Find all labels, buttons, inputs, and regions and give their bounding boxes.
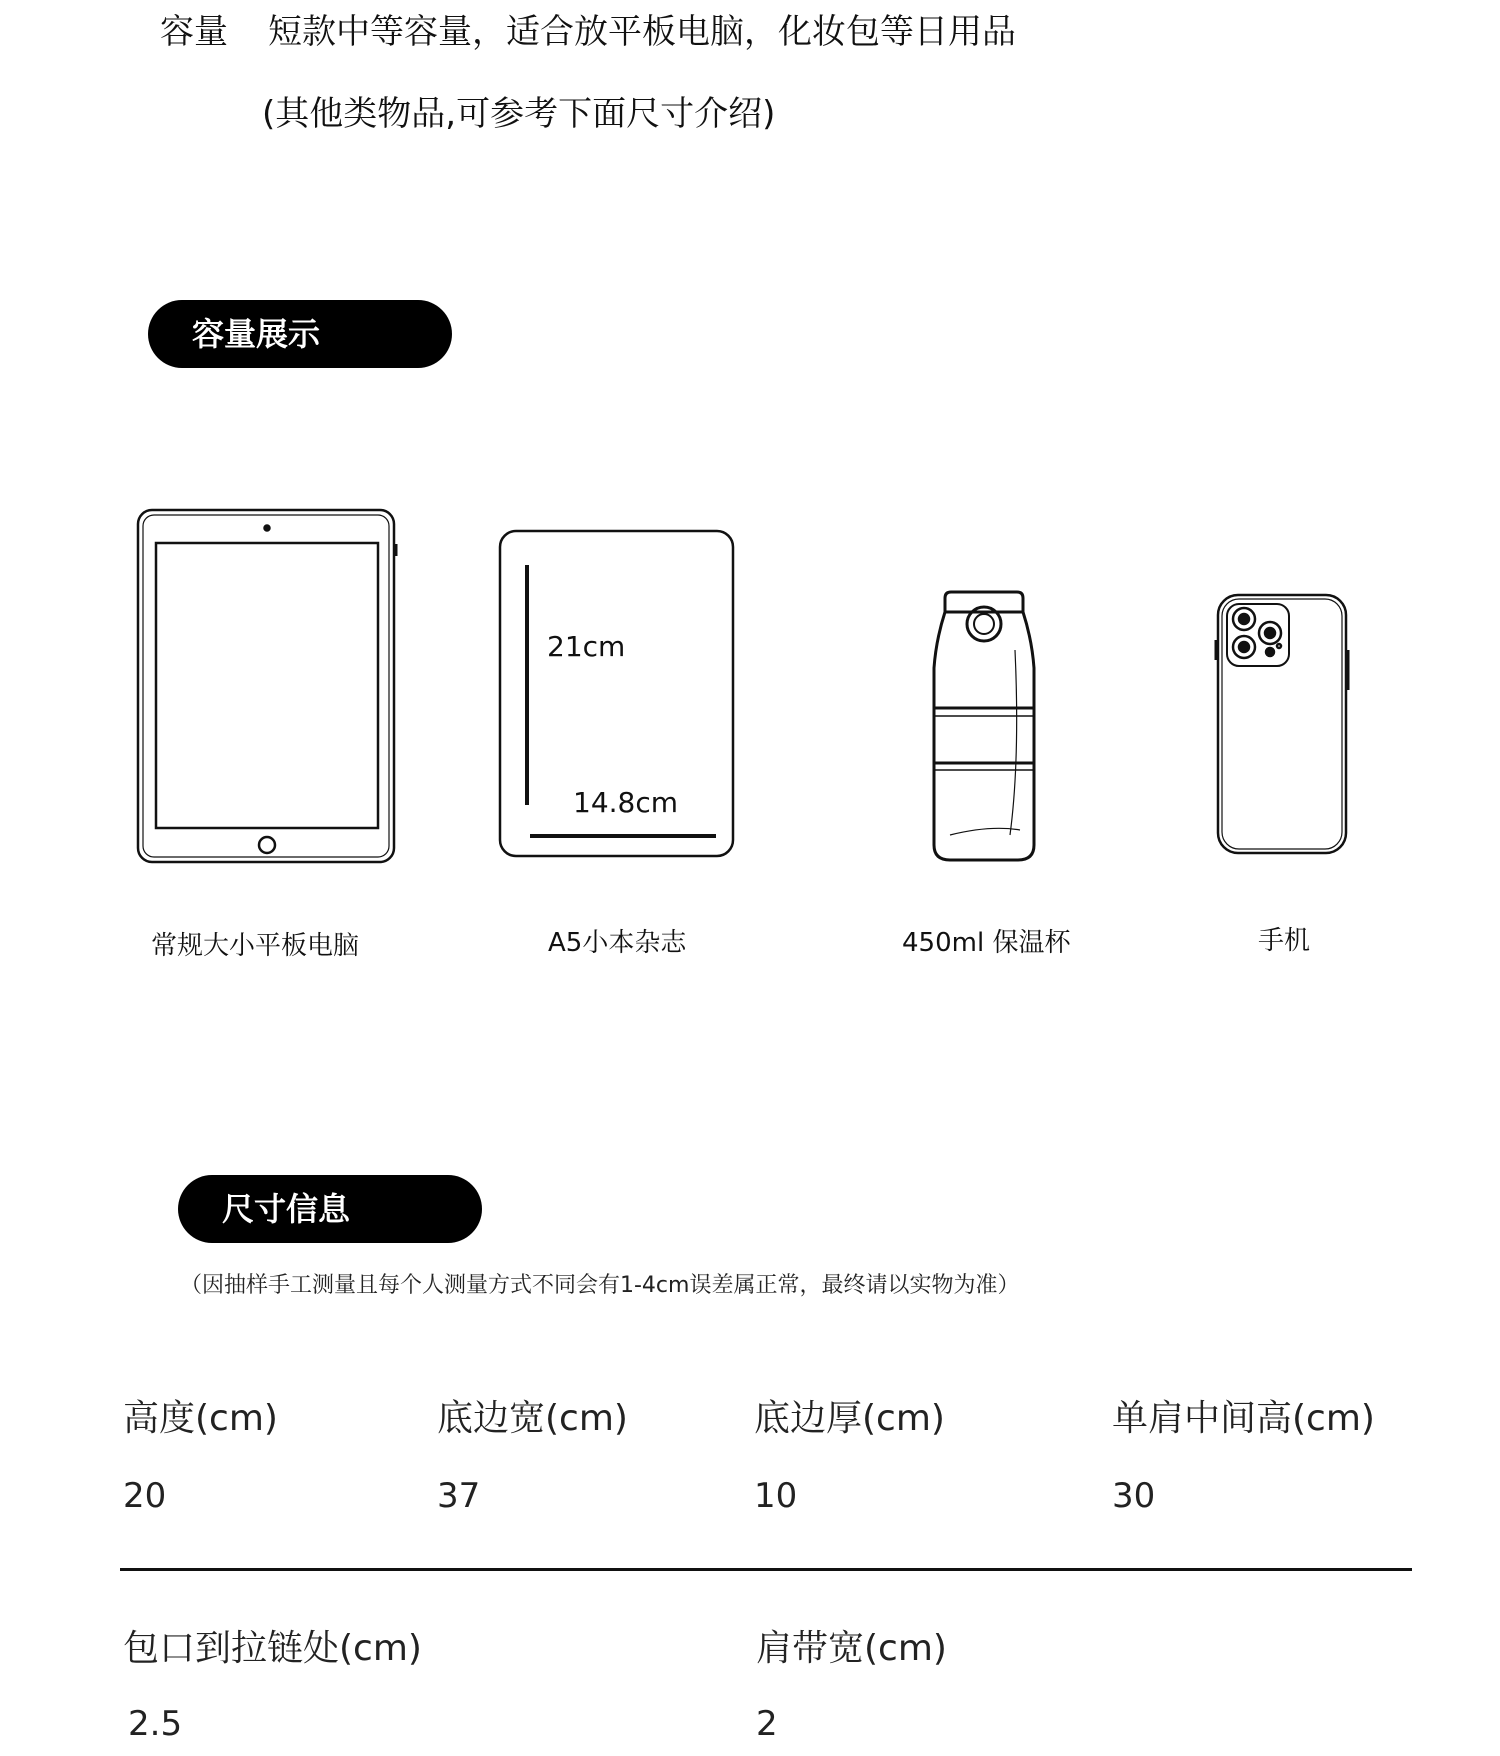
tablet-illustration (138, 510, 396, 862)
item-label-tablet: 常规大小平板电脑 (151, 931, 360, 961)
item-label-phone: 手机 (1258, 926, 1311, 956)
section-title-size-info: 尺寸信息 (178, 1175, 482, 1243)
size-value-bottom-width: 37 (437, 1476, 481, 1516)
size-header-bottom-thickness: 底边厚(cm) (754, 1398, 945, 1439)
bottle-illustration (934, 592, 1034, 860)
capacity-label: 容量 (160, 12, 228, 52)
size-header-bottom-width: 底边宽(cm) (437, 1398, 628, 1439)
item-label-magazine: A5小本杂志 (548, 928, 687, 958)
magazine-height-label: 21cm (547, 630, 626, 663)
size-value-strap-width: 2 (756, 1704, 778, 1744)
item-label-bottle: 450ml 保温杯 (902, 928, 1071, 958)
size-header-height: 高度(cm) (123, 1398, 278, 1439)
table-divider (120, 1568, 1412, 1571)
phone-illustration (1216, 595, 1348, 853)
size-header-strap-width: 肩带宽(cm) (756, 1628, 947, 1669)
capacity-description: 短款中等容量，适合放平板电脑，化妆包等日用品 (268, 12, 1016, 52)
size-value-bottom-thickness: 10 (754, 1476, 798, 1516)
size-header-shoulder-height: 单肩中间高(cm) (1112, 1398, 1375, 1439)
size-value-height: 20 (123, 1476, 167, 1516)
size-header-opening-to-zipper: 包口到拉链处(cm) (123, 1628, 422, 1669)
capacity-note: (其他类物品,可参考下面尺寸介绍) (262, 94, 776, 134)
section-title-capacity-display: 容量展示 (148, 300, 452, 368)
measurement-note: （因抽样手工测量且每个人测量方式不同会有1-4cm误差属正常，最终请以实物为准） (180, 1273, 1020, 1298)
magazine-width-label: 14.8cm (573, 786, 679, 819)
size-value-opening-to-zipper: 2.5 (128, 1704, 183, 1744)
size-value-shoulder-height: 30 (1112, 1476, 1156, 1516)
